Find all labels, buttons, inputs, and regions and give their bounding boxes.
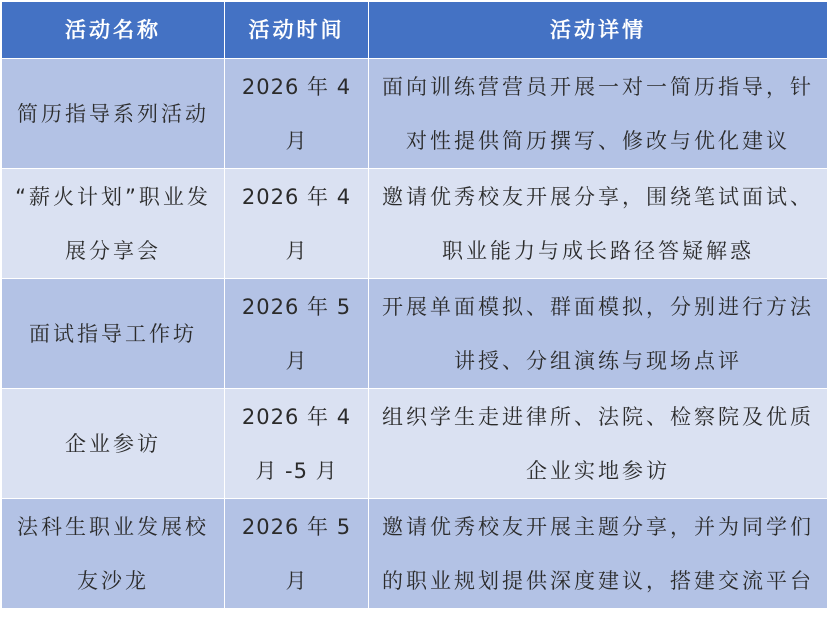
activity-name-cell: 简历指导系列活动 bbox=[2, 59, 225, 169]
activity-time-cell: 2026 年 5 月 bbox=[225, 499, 369, 609]
activity-name-cell: 企业参访 bbox=[2, 389, 225, 499]
header-activity-time: 活动时间 bbox=[225, 2, 369, 59]
activity-time-cell: 2026 年 4 月 bbox=[225, 169, 369, 279]
activity-detail-cell: 面向训练营营员开展一对一简历指导，针对性提供简历撰写、修改与优化建议 bbox=[369, 59, 828, 169]
activity-detail-cell: 组织学生走进律所、法院、检察院及优质企业实地参访 bbox=[369, 389, 828, 499]
header-activity-detail: 活动详情 bbox=[369, 2, 828, 59]
header-row bbox=[2, 2, 828, 59]
table-row bbox=[2, 59, 828, 169]
table-row bbox=[2, 389, 828, 499]
header-activity-name: 活动名称 bbox=[2, 2, 225, 59]
table-row bbox=[2, 499, 828, 609]
table-row bbox=[2, 169, 828, 279]
activity-detail-cell: 开展单面模拟、群面模拟，分别进行方法讲授、分组演练与现场点评 bbox=[369, 279, 828, 389]
table-row bbox=[2, 279, 828, 389]
activity-time-cell: 2026 年 4 月 -5 月 bbox=[225, 389, 369, 499]
activity-name-cell: “薪火计划”职业发展分享会 bbox=[2, 169, 225, 279]
activity-table bbox=[1, 1, 828, 609]
activity-time-cell: 2026 年 4 月 bbox=[225, 59, 369, 169]
activity-detail-cell: 邀请优秀校友开展分享，围绕笔试面试、职业能力与成长路径答疑解惑 bbox=[369, 169, 828, 279]
activity-detail-cell: 邀请优秀校友开展主题分享，并为同学们的职业规划提供深度建议，搭建交流平台 bbox=[369, 499, 828, 609]
activity-name-cell: 面试指导工作坊 bbox=[2, 279, 225, 389]
activity-time-cell: 2026 年 5 月 bbox=[225, 279, 369, 389]
activity-name-cell: 法科生职业发展校友沙龙 bbox=[2, 499, 225, 609]
